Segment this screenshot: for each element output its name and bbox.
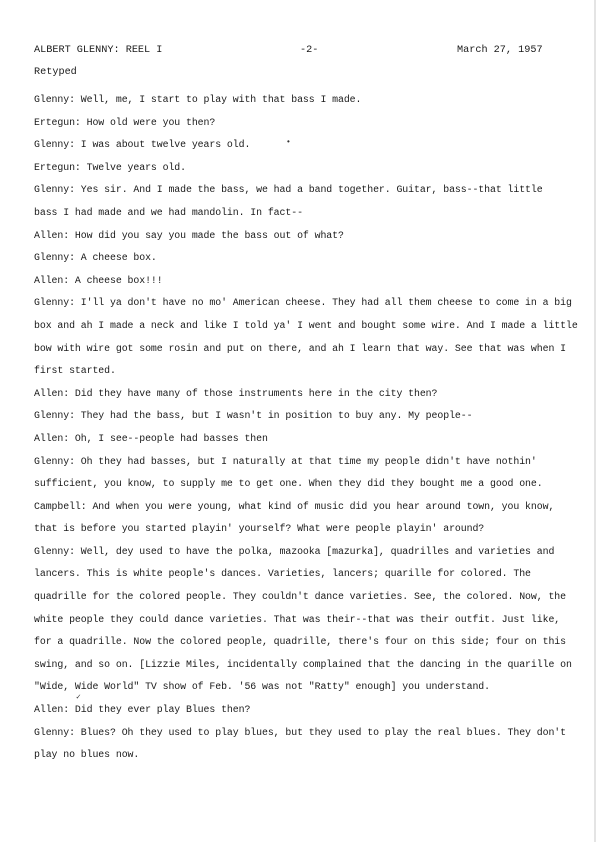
transcript-line: box and ah I made a neck and like I told ya' I went and bought some wire. And I made a little (34, 319, 578, 331)
transcript-line: quadrille for the colored people. They couldn't dance varieties. See, the colored. Now, the (34, 591, 566, 603)
transcript-line: Ertegun: How old were you then? (34, 116, 216, 128)
transcript-line: Glenny: They had the bass, but I wasn't in position to buy any. My people-- (34, 410, 473, 422)
transcript-line: lancers. This is white people's dances. Varieties, lancers; quarille for colored. The (34, 568, 531, 580)
transcript-line: swing, and so on. [Lizzie Miles, incidentally complained that the dancing in the quarille on (34, 658, 572, 670)
header-date: March 27, 1957 (457, 45, 543, 56)
header-title: ALBERT GLENNY: REEL I (34, 45, 163, 56)
handwritten-mark: ✓ (76, 693, 81, 702)
transcript-line: bass I had made and we had mandolin. In fact-- (34, 206, 303, 218)
transcript-line: Glenny: Yes sir. And I made the bass, we had a band together. Guitar, bass--that little (34, 184, 543, 196)
transcript-line: Allen: Did they ever play Blues then? (34, 704, 251, 716)
transcript-line: white people they could dance varieties. That was their--that was their outfit. Just like, (34, 613, 561, 625)
transcript-body (34, 89, 578, 767)
transcript-line: Glenny: I was about twelve years old. (34, 139, 251, 151)
retyped-note: Retyped (34, 67, 77, 78)
page-header (34, 45, 564, 59)
transcript-line: Allen: Did they have many of those instruments here in the city then? (34, 387, 438, 399)
transcript-line: Ertegun: Twelve years old. (34, 161, 186, 173)
transcript-line: Allen: Oh, I see--people had basses then (34, 432, 268, 444)
transcript-line: Allen: How did you say you made the bass out of what? (34, 229, 344, 241)
transcript-line: Allen: A cheese box!!! (34, 274, 163, 286)
transcript-line: play no blues now. (34, 749, 140, 761)
transcript-line: Glenny: Well, me, I start to play with that bass I made. (34, 94, 362, 105)
transcript-line: Glenny: A cheese box. (34, 252, 157, 264)
page-number: -2- (300, 45, 319, 56)
transcript-line: Campbell: And when you were young, what kind of music did you hear around town, you know, (34, 500, 555, 512)
transcript-line: sufficient, you know, to supply me to get one. When they did they bought me a good one. (34, 478, 543, 490)
transcript-line: Glenny: I'll ya don't have no mo' American cheese. They had all them cheese to come in a big (34, 297, 572, 309)
transcript-line: Glenny: Oh they had basses, but I naturally at that time my people didn't have nothin' (34, 455, 537, 467)
transcript-line: Glenny: Blues? Oh they used to play blues, but they used to play the real blues. They don't (34, 726, 566, 738)
transcript-line: for a quadrille. Now the colored people, quadrille, there's four on this side; four on this (34, 636, 566, 648)
stray-mark: • (286, 138, 291, 147)
transcript-line: that is before you started playin' yourself? What were people playin' around? (34, 523, 485, 535)
transcript-line: first started. (34, 365, 116, 377)
transcript-line: Glenny: Well, dey used to have the polka, mazooka [mazurka], quadrilles and varieties and (34, 545, 555, 557)
transcript-line: "Wide, Wide World" TV show of Feb. '56 was not "Ratty" enough] you understand. (34, 681, 490, 693)
transcript-line: bow with wire got some rosin and put on there, and ah I learn that way. See that was when I (34, 342, 566, 354)
